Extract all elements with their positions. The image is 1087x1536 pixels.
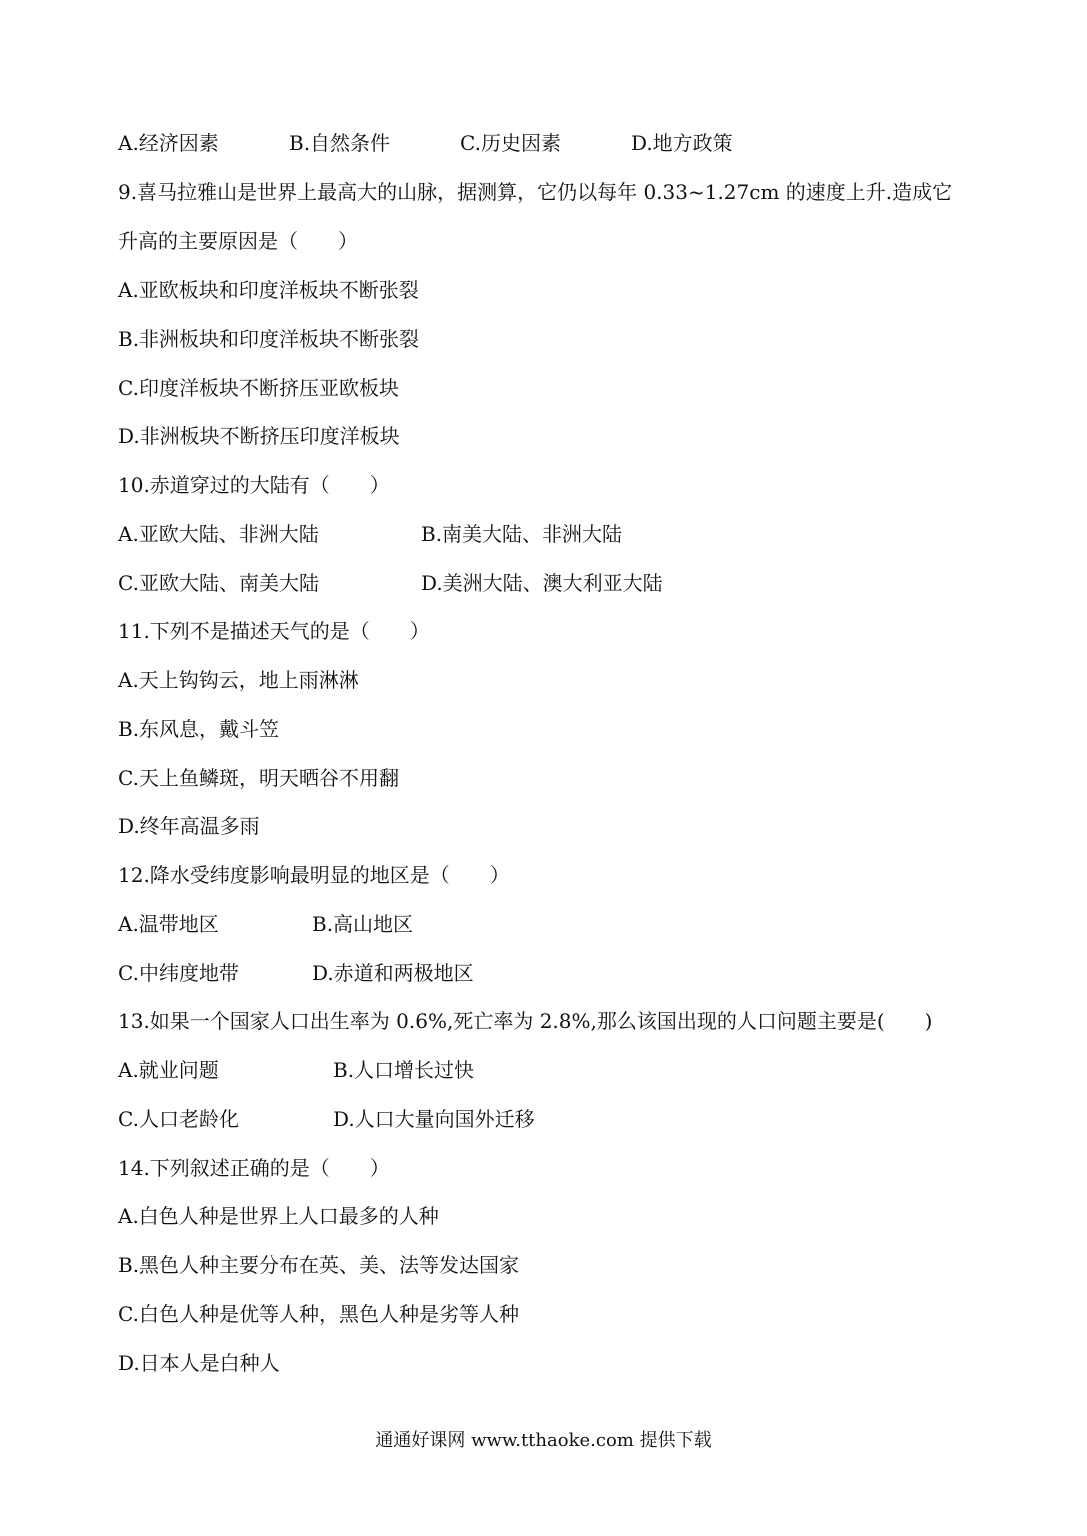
q8-option-d: D.地方政策	[631, 131, 733, 155]
q10-option-a: A.亚欧大陆、非洲大陆	[118, 522, 319, 546]
q9-stem-line2: 升高的主要原因是（ ）	[118, 229, 358, 253]
q11-option-a: A.天上钩钩云，地上雨淋淋	[118, 668, 359, 692]
q11-option-d: D.终年高温多雨	[118, 814, 260, 838]
q13-option-d: D.人口大量向国外迁移	[333, 1107, 535, 1131]
q12-option-a: A.温带地区	[118, 912, 219, 936]
q12-option-d: D.赤道和两极地区	[312, 961, 474, 985]
q13-option-a: A.就业问题	[118, 1058, 219, 1082]
q12-option-b: B.高山地区	[312, 912, 414, 936]
q14-option-b: B.黑色人种主要分布在英、美、法等发达国家	[118, 1253, 520, 1277]
q12-options-row1	[118, 910, 1087, 938]
q12-options-row2	[118, 959, 1087, 987]
q9-option-a: A.亚欧板块和印度洋板块不断张裂	[118, 278, 419, 302]
q11-option-b: B.东风息，戴斗笠	[118, 717, 280, 741]
q8-options-row	[118, 129, 1087, 157]
q13-options-row1	[118, 1056, 1087, 1084]
q14-option-a: A.白色人种是世界上人口最多的人种	[118, 1204, 439, 1228]
q14-option-d: D.日本人是白种人	[118, 1351, 280, 1375]
q8-option-b: B.自然条件	[289, 131, 391, 155]
page-footer: 通通好课网 www.tthaoke.com 提供下载	[375, 1430, 712, 1451]
q11-option-c: C.天上鱼鳞斑，明天晒谷不用翻	[118, 766, 399, 790]
q13-options-row2	[118, 1105, 1087, 1133]
q8-option-c: C.历史因素	[460, 131, 561, 155]
q10-option-d: D.美洲大陆、澳大利亚大陆	[421, 571, 663, 595]
q10-option-c: C.亚欧大陆、南美大陆	[118, 571, 319, 595]
q9-option-b: B.非洲板块和印度洋板块不断张裂	[118, 327, 420, 351]
q9-option-c: C.印度洋板块不断挤压亚欧板块	[118, 376, 399, 400]
q10-option-b: B.南美大陆、非洲大陆	[421, 522, 623, 546]
q8-option-a: A.经济因素	[118, 131, 219, 155]
q9-option-d: D.非洲板块不断挤压印度洋板块	[118, 424, 400, 448]
q12-stem: 12.降水受纬度影响最明显的地区是（ ）	[118, 863, 510, 887]
q14-stem: 14.下列叙述正确的是（ ）	[118, 1156, 390, 1180]
q13-option-b: B.人口增长过快	[333, 1058, 475, 1082]
q11-stem: 11.下列不是描述天气的是（ ）	[118, 619, 430, 643]
q10-options-row2	[118, 569, 1087, 597]
q12-option-c: C.中纬度地带	[118, 961, 239, 985]
q10-stem: 10.赤道穿过的大陆有（ ）	[118, 473, 390, 497]
q13-option-c: C.人口老龄化	[118, 1107, 239, 1131]
q14-option-c: C.白色人种是优等人种，黑色人种是劣等人种	[118, 1302, 519, 1326]
q13-stem: 13.如果一个国家人口出生率为 0.6%,死亡率为 2.8%,那么该国出现的人口问题主要是( )	[118, 1009, 933, 1033]
q9-stem-line1: 9.喜马拉雅山是世界上最高大的山脉，据测算，它仍以每年 0.33~1.27cm 的速度上升.造成它	[118, 180, 953, 204]
q10-options-row1	[118, 520, 1087, 548]
